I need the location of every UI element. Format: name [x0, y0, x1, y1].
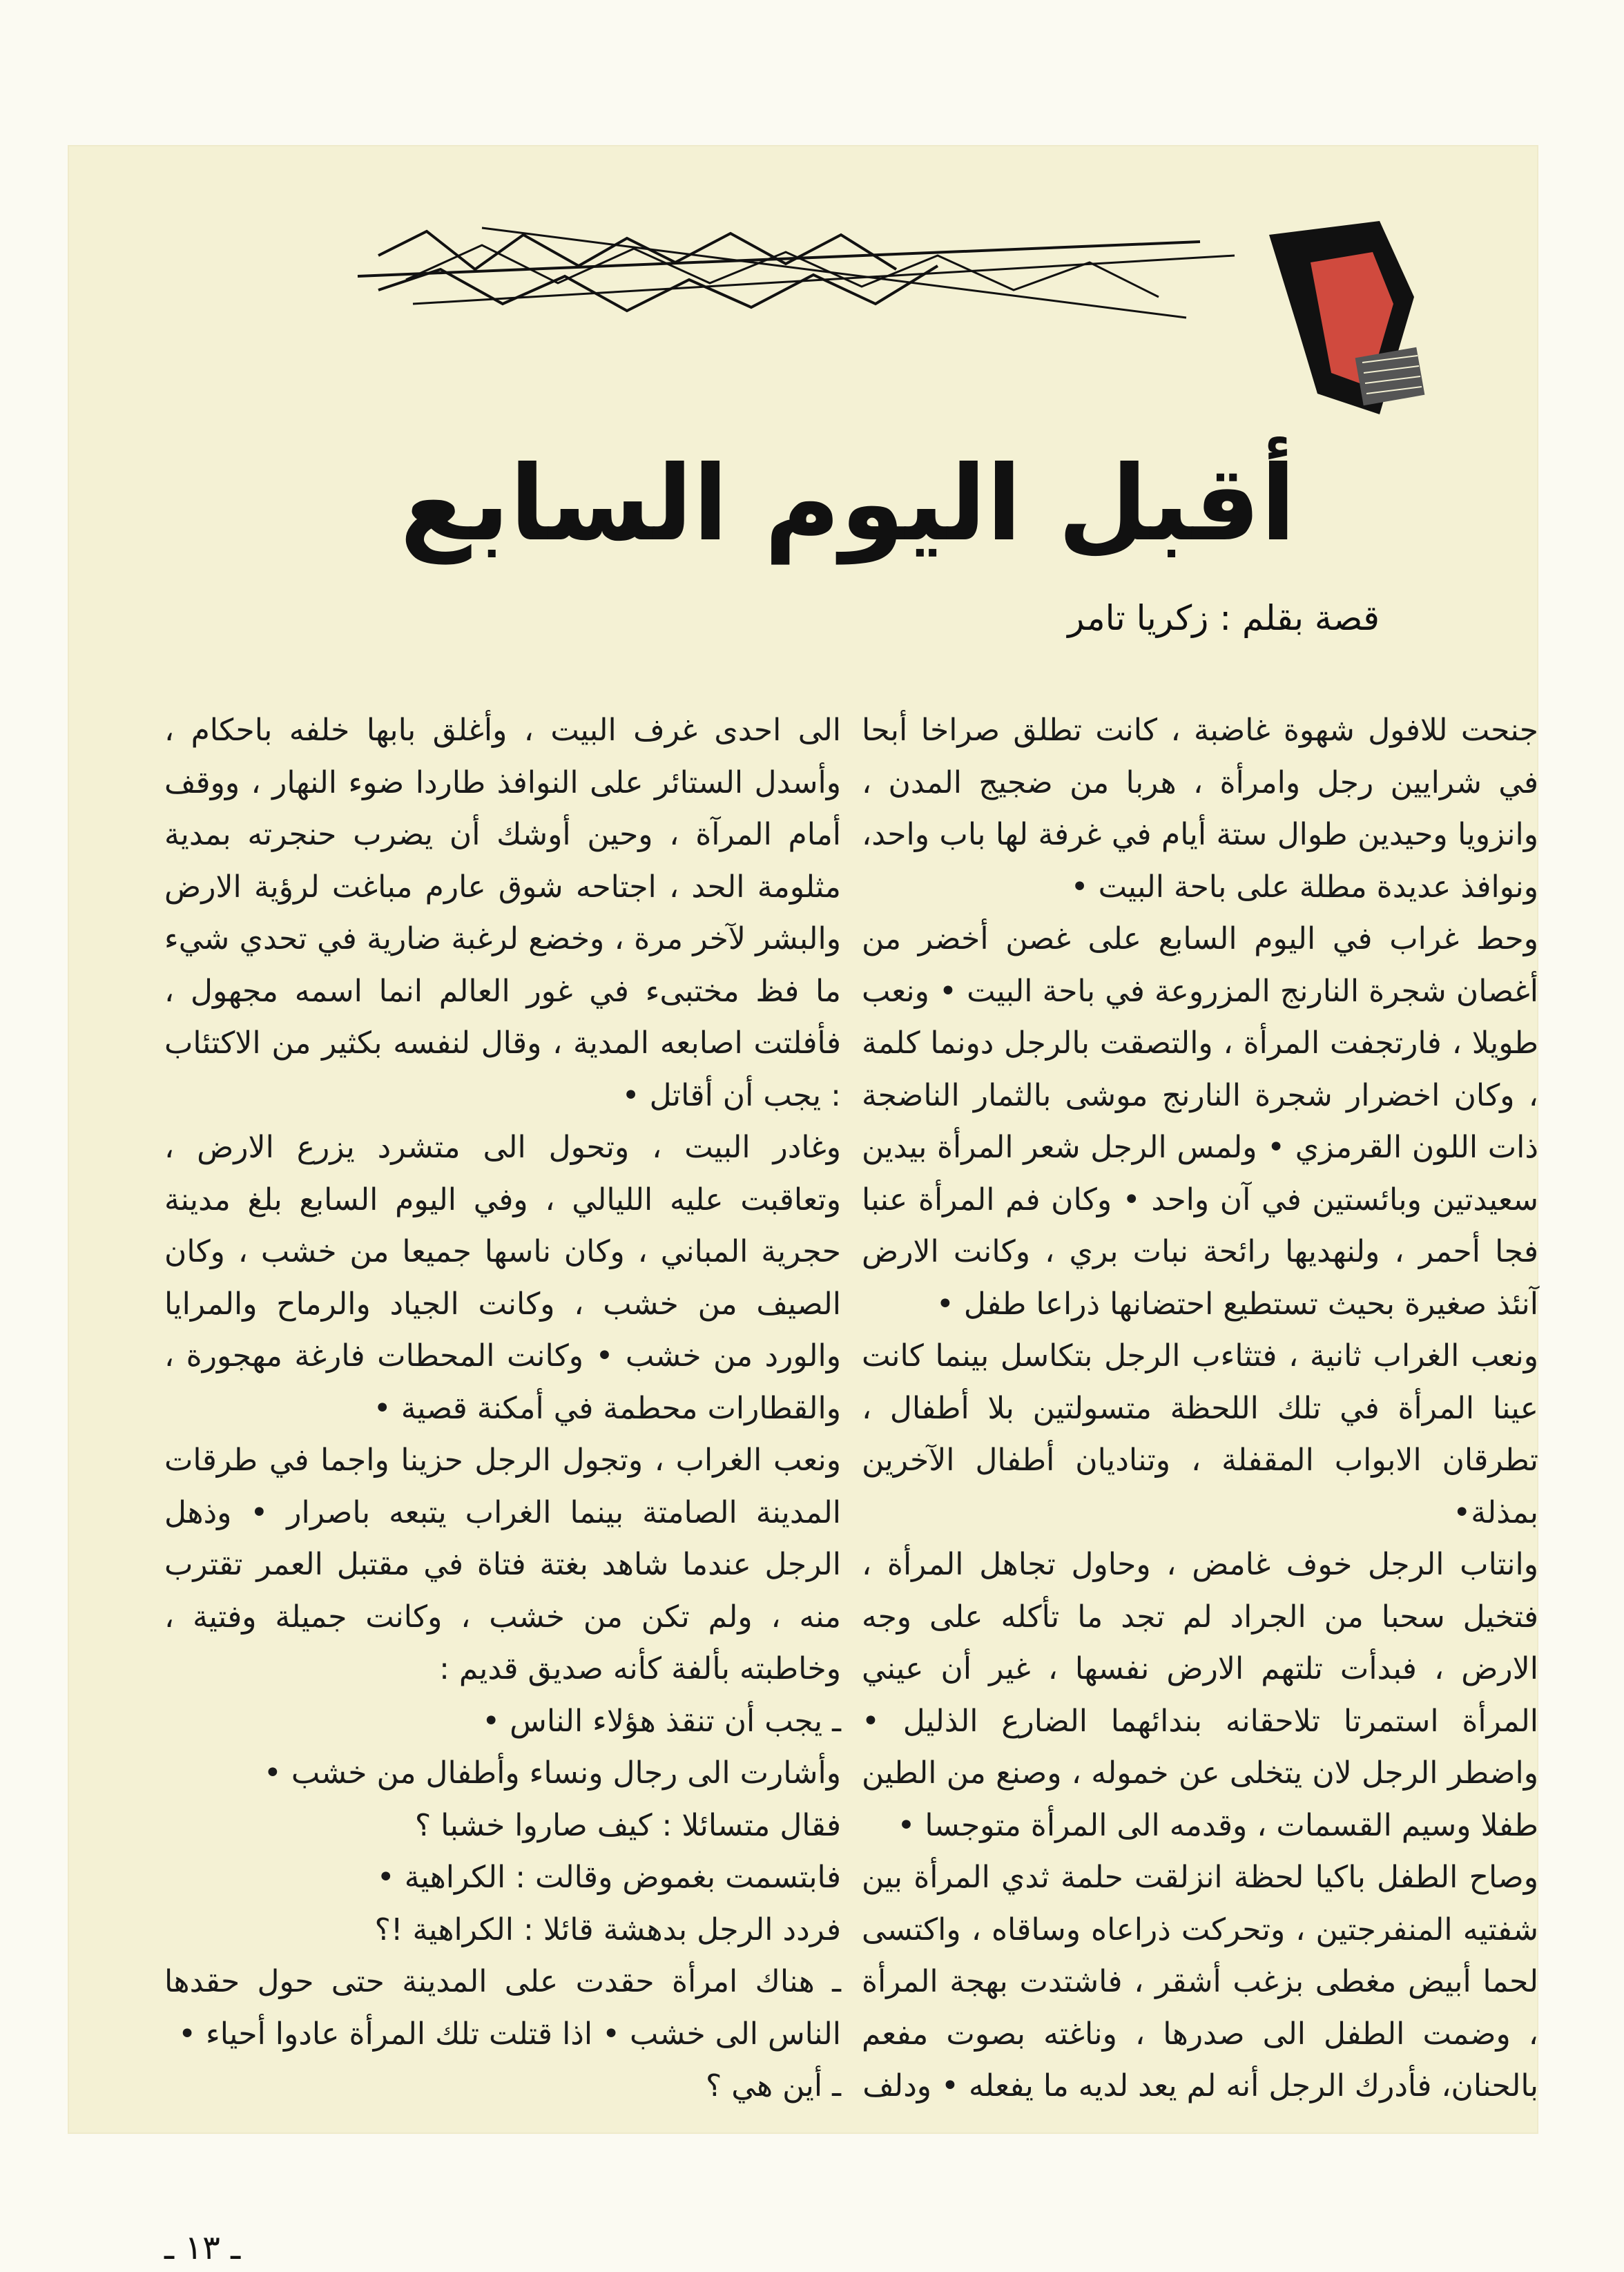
dialogue-line: ـ أين هي ؟	[705, 2068, 841, 2103]
byline: قصة بقلم : زكريا تامر	[1067, 598, 1380, 638]
paragraph: وغادر البيت ، وتحول الى متشرد يزرع الارض ، وتعاقبت عليه الليالي ، وفي اليوم السابع بلغ مدينة حجرية المباني ، وكان ناسها جميعا من خشب ، وكان الصيف من خشب ، وكانت الجياد والرماح والمرايا والورد من خشب • وكانت المحطات فارغة مهجورة ، والقطارات محطمة في أمكنة قصية •	[164, 1130, 841, 1426]
story-title: أقبل اليوم السابع	[400, 444, 1296, 564]
paragraph: وصاح الطفل باكيا لحظة انزلقت حلمة ثدي المرأة بين شفتيه المنفرجتين ، وتحركت ذراعاه وساقاه ، واكتسى لحما أبيض مغطى بزغب أشقر ، فاشتدت بهجة المرأة ، وضمت الطفل الى صدرها ، وناغته بصوت مفعم بالحنان، فأدرك الرجل أنه لم يعد لديه ما يفعله • ودلف	[862, 1860, 1538, 2103]
paragraph: الى احدى غرف البيت ، وأغلق بابها خلفه باحكام ، وأسدل الستائر على النوافذ طاردا ضوء النهار ، ووقف أمام المرآة ، وحين أوشك أن يضرب حنجرته بمدية مثلومة الحد ، اجتاحه شوق عارم مباغت لرؤية الارض والبشر لآخر مرة ، وخضع لرغبة ضارية في تحدي شيء ما فظ مختبىء في غور العالم انما اسمه مجهول ، فأفلتت اصابعه المدية ، وقال لنفسه بكثير من الاكتئاب : يجب أن أقاتل •	[164, 713, 841, 1113]
paragraph: فابتسمت بغموض وقالت : الكراهية •	[376, 1860, 841, 1895]
paragraph: وحط غراب في اليوم السابع على غصن أخضر من أغصان شجرة النارنج المزروعة في باحة البيت • ونعب طويلا ، فارتجفت المرأة ، والتصقت بالرجل دونما كلمة ، وكان اخضرار شجرة النارنج موشى بالثمار الناضجة ذات اللون القرمزي • ولمس الرجل شعر المرأة بيدين سعيدتين وبائستين في آن واحد • وكان فم المرأة عنبا فجا أحمر ، ولنهديها رائحة نبات بري ، وكانت الارض آنئذ صغيرة بحيث تستطيع احتضانها ذراعا طفل •	[862, 921, 1538, 1322]
text-column-left	[164, 704, 841, 2112]
paragraph: وانتاب الرجل خوف غامض ، وحاول تجاهل المرأة ، فتخيل سحبا من الجراد لم تجد ما تأكله على وجه الارض ، فبدأت تلتهم الارض نفسها ، غير أن عيني المرأة استمرتا تلاحقانه بندائهما الضارع الذليل • واضطر الرجل لان يتخلى عن خموله ، وصنع من الطين طفلا وسيم القسمات ، وقدمه الى المرأة متوجسا •	[862, 1547, 1538, 1843]
text-column-right	[862, 704, 1538, 2112]
dialogue-line: ـ هناك امرأة حقدت على المدينة حتى حول حقدها الناس الى خشب • اذا قتلت تلك المرأة عادوا أحياء •	[164, 1964, 841, 2052]
page-number: ـ ١٣ ـ	[164, 2228, 241, 2267]
paragraph: ونعب الغراب ، وتجول الرجل حزينا واجما في طرقات المدينة الصامتة بينما الغراب يتبعه باصرار • وذهل الرجل عندما شاهد بغتة فتاة في مقتبل العمر تقترب منه ، ولم تكن من خشب ، وكانت جميلة وفتية ، وخاطبته بألفة كأنه صديق قديم :	[164, 1443, 841, 1686]
paragraph: وأشارت الى رجال ونساء وأطفال من خشب •	[263, 1755, 841, 1791]
magazine-page	[68, 145, 1538, 2267]
paragraph: فردد الرجل بدهشة قائلا : الكراهية !؟	[374, 1912, 841, 1947]
paragraph: فقال متسائلا : كيف صاروا خشبا ؟	[414, 1807, 841, 1843]
dialogue-line: ـ يجب أن تنقذ هؤلاء الناس •	[482, 1703, 841, 1739]
title-area	[68, 145, 1538, 638]
paragraph: جنحت للافول شهوة غاضبة ، كانت تطلق صراخا أبحا في شرايين رجل وامرأة ، هربا من ضجيج المدن ، وانزويا وحيدين طوال ستة أيام في غرفة لها باب واحد، ونوافذ عديدة مطلة على باحة البيت •	[862, 713, 1538, 905]
paragraph: ونعب الغراب ثانية ، فتثاءب الرجل بتكاسل بينما كانت عينا المرأة في تلك اللحظة متسولتين بلا أطفال ، تطرقان الابواب المقفلة ، وتناديان أطفال الآخرين بمذلة•	[862, 1338, 1538, 1530]
